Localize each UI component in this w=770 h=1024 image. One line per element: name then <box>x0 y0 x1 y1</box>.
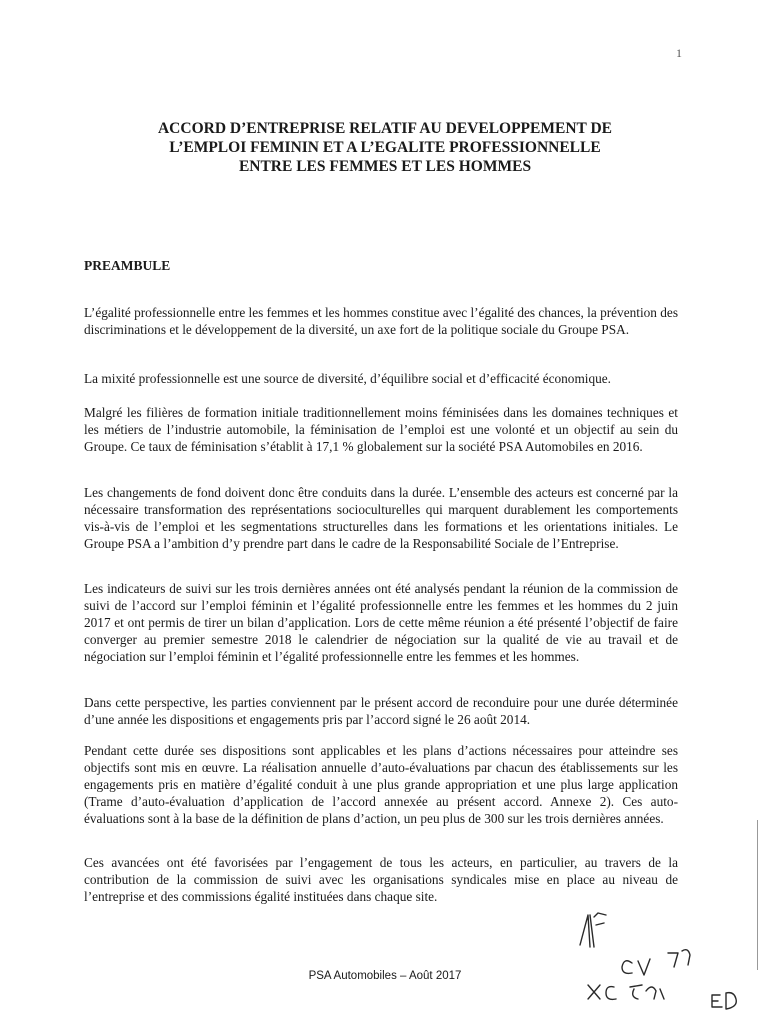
page-number: 1 <box>676 46 682 60</box>
paragraph-4: Les changements de fond doivent donc être conduits dans la durée. L’ensemble des acteurs est concerné par la nécessaire transformation des représentations socioculturelles qui marquent durablement les comportements vis-à-vis de l’emploi et les segmentations structurelles dans les formations et les orientations initiales. Le Groupe PSA a l’ambition d’y prendre part dans le cadre de la Responsabilité Sociale de l’Entreprise. <box>84 485 678 551</box>
paragraph-3: Malgré les filières de formation initiale traditionnellement moins féminisées dans les domaines techniques et les métiers de l’industrie automobile, la féminisation de l’emploi est une volonté et un objectif au sein du Groupe. Ce taux de féminisation s’établit à 17,1 % globalement sur la société PSA Automobiles en 2016. <box>84 405 678 454</box>
document-title <box>0 119 770 176</box>
title-line-1: ACCORD D’ENTREPRISE RELATIF AU DEVELOPPEMENT DE <box>157 120 612 137</box>
initials-scribble-1 <box>668 950 690 967</box>
paragraph-7: Pendant cette durée ses dispositions sont applicables et les plans d’actions nécessaires pour atteindre ses objectifs sont mis en œuvre. La réalisation annuelle d’auto-évaluations par chacun des établissements sur les engagements pris en matière d’égalité conduit à une plus grande appropriation et une plus large application (Trame d’auto-évaluation d’application de l’accord annexée au présent accord. Annexe 2). Ces auto-évaluations sont à la base de la définition de plans d’action, un peu plus de 300 sur les trois dernières années. <box>84 743 678 826</box>
title-line-3: ENTRE LES FEMMES ET LES HOMMES <box>238 158 532 175</box>
paragraph-2: La mixité professionnelle est une source de diversité, d’équilibre social et d’efficacité économique. <box>84 371 611 386</box>
paragraph-5: Les indicateurs de suivi sur les trois dernières années ont été analysés pendant la réunion de la commission de suivi de l’accord sur l’emploi féminin et l’égalité professionnelle entre les femmes et les hommes du 2 juin 2017 et ont permis de tirer un bilan d’application. Lors de cette même réunion a été présenté l’objectif de faire converger au premier semestre 2018 le calendrier de négociation sur la qualité de vie au travail et de négociation sur l’emploi féminin et l’égalité professionnelle entre les femmes et les hommes. <box>84 581 678 664</box>
initials-xc <box>588 985 616 999</box>
initials-scribble-2 <box>630 985 664 999</box>
signature-scribble <box>580 913 606 947</box>
title-line-2: L’EMPLOI FEMININ ET A L’EGALITE PROFESSIONNELLE <box>169 139 601 156</box>
paragraph-1: L’égalité professionnelle entre les femmes et les hommes constitue avec l’égalité des chances, la prévention des discriminations et le développement de la diversité, un axe fort de la politique sociale du Groupe PSA. <box>84 305 678 337</box>
page-footer: PSA Automobiles – Août 2017 <box>308 970 462 982</box>
paragraph-8: Ces avancées ont été favorisées par l’engagement de tous les acteurs, en particulier, au travers de la contribution de la commission de suivi avec les organisations syndicales mise en place au niveau de l’entreprise et des commissions égalité instituées dans chaque site. <box>84 855 678 904</box>
handwritten-initials <box>560 895 760 1015</box>
paragraph-6: Dans cette perspective, les parties conviennent par le présent accord de reconduire pour une durée déterminée d’une année les dispositions et engagements pris par l’accord signé le 26 août 2014. <box>84 695 678 727</box>
section-heading-preambule: PREAMBULE <box>84 258 171 273</box>
initials-ed <box>712 993 736 1009</box>
